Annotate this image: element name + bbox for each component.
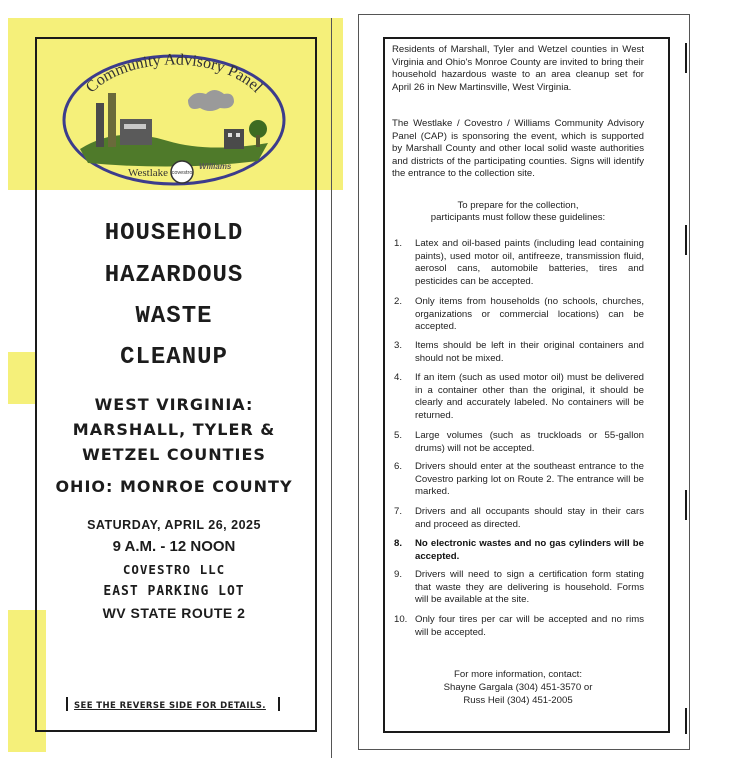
guideline-text: Latex and oil-based paints (including lead containing paints), used motor oil, antifreeze, transmission fluid, aerosol cans, automobile batteries, tires and pesticides can be accepted. bbox=[415, 238, 644, 287]
right-outer-frame-right bbox=[689, 14, 690, 750]
sponsor-paragraph: The Westlake / Covestro / Williams Community Advisory Panel (CAP) is sponsoring the event, which is supported by Marshall County and other local solid waste authorities and districts of the participating counties. Signs will identify the entrance to the collection site. bbox=[392, 118, 644, 179]
right-border-top bbox=[383, 37, 670, 39]
guideline-number: 2. bbox=[394, 296, 403, 307]
plant-tower-2 bbox=[108, 93, 116, 147]
title-line-2: HAZARDOUS bbox=[104, 262, 244, 289]
contact-heading: For more information, contact: bbox=[454, 669, 582, 680]
guideline-5 bbox=[394, 430, 644, 455]
margin-tick-3 bbox=[685, 490, 687, 520]
guideline-number: 7. bbox=[394, 506, 403, 517]
guideline-10 bbox=[394, 614, 644, 639]
wv-counties-2: WETZEL COUNTIES bbox=[82, 445, 266, 464]
title-line-1: HOUSEHOLD bbox=[104, 220, 244, 247]
guideline-number: 1. bbox=[394, 238, 403, 249]
guideline-2 bbox=[394, 296, 644, 334]
guideline-1 bbox=[394, 238, 644, 288]
event-host: COVESTRO LLC bbox=[122, 562, 226, 577]
guideline-number: 9. bbox=[394, 569, 403, 580]
reverse-side-note: SEE THE REVERSE SIDE FOR DETAILS. bbox=[74, 701, 266, 711]
right-outer-frame bbox=[358, 14, 359, 750]
event-time: 9 A.M. - 12 NOON bbox=[112, 538, 236, 555]
prep-line-1: To prepare for the collection, bbox=[457, 200, 579, 211]
guideline-text: Drivers should enter at the southeast entrance to the Covestro parking lot on Route 2. The entrance will be marked. bbox=[415, 461, 644, 497]
highlight-mid bbox=[8, 352, 36, 404]
sponsor-williams-logo: Williams bbox=[199, 162, 232, 171]
margin-tick-1 bbox=[685, 43, 687, 73]
guideline-text: Large volumes (such as truckloads or 55-gallon drums) will not be accepted. bbox=[415, 430, 644, 454]
ohio-county: OHIO: MONROE COUNTY bbox=[55, 477, 293, 496]
sponsor-westlake-logo: Westlake bbox=[128, 167, 169, 179]
right-outer-frame-top bbox=[358, 14, 690, 15]
right-border-left bbox=[383, 37, 385, 733]
guideline-4 bbox=[394, 372, 644, 422]
guideline-7 bbox=[394, 506, 644, 531]
guideline-number: 6. bbox=[394, 461, 403, 472]
guideline-text: Only items from households (no schools, churches, organizations or commercial locations) can be accepted. bbox=[415, 296, 644, 332]
guideline-6 bbox=[394, 461, 644, 499]
contact-shayne: Shayne Gargala (304) 451-3570 or bbox=[443, 682, 593, 693]
guideline-text: Drivers and all occupants should stay in their cars and proceed as directed. bbox=[415, 506, 644, 530]
guideline-number: 10. bbox=[394, 614, 408, 625]
title-line-4: CLEANUP bbox=[120, 344, 228, 371]
title-line-3: WASTE bbox=[135, 303, 213, 330]
left-border-bottom bbox=[35, 730, 317, 732]
guideline-number: 4. bbox=[394, 372, 403, 383]
note-bar-right bbox=[278, 697, 280, 711]
cloud-shape bbox=[188, 90, 234, 111]
house-icon bbox=[224, 129, 244, 149]
left-border-top bbox=[35, 37, 317, 39]
left-border-right bbox=[315, 37, 317, 732]
panel-arc-text: Community Advisory Panel bbox=[82, 51, 266, 97]
guideline-number: 8. bbox=[394, 538, 403, 549]
intro-paragraph: Residents of Marshall, Tyler and Wetzel counties in West Virginia and Ohio's Monroe County are invited to bring their household hazardous waste to an area cleanup set for April 26 in New Martinsville, West Virginia. bbox=[392, 44, 644, 93]
guideline-text: If an item (such as used motor oil) must be delivered in a container other than the original, it should be clearly and accurately labeled. No containers will be returned. bbox=[415, 372, 644, 421]
right-border-right bbox=[668, 37, 670, 733]
contact-russ: Russ Heil (304) 451-2005 bbox=[463, 695, 573, 706]
wv-heading: WEST VIRGINIA: bbox=[94, 395, 254, 414]
guideline-9 bbox=[394, 569, 644, 607]
event-route: WV STATE ROUTE 2 bbox=[102, 605, 246, 621]
right-outer-frame-bottom bbox=[358, 749, 690, 750]
margin-tick-2 bbox=[685, 225, 687, 255]
guideline-3 bbox=[394, 340, 644, 365]
event-date: SATURDAY, APRIL 26, 2025 bbox=[87, 518, 261, 532]
guideline-number: 3. bbox=[394, 340, 403, 351]
guideline-number: 5. bbox=[394, 430, 403, 441]
guideline-text: Only four tires per car will be accepted and no rims will be accepted. bbox=[415, 614, 644, 638]
right-border-bottom bbox=[383, 731, 670, 733]
plant-windows bbox=[124, 124, 146, 129]
prep-line-2: participants must follow these guidelines: bbox=[430, 212, 606, 223]
guideline-text: Items should be left in their original containers and should not be mixed. bbox=[415, 340, 644, 364]
guideline-text: No electronic wastes and no gas cylinders will be accepted. bbox=[415, 538, 644, 562]
wv-counties-1: MARSHALL, TYLER & bbox=[72, 420, 276, 439]
plant-tower-1 bbox=[96, 103, 104, 147]
cap-emblem bbox=[58, 45, 290, 190]
margin-tick-4 bbox=[685, 708, 687, 734]
event-location: EAST PARKING LOT bbox=[103, 584, 245, 599]
plant-building bbox=[120, 119, 152, 145]
note-bar-left bbox=[66, 697, 68, 711]
guideline-8 bbox=[394, 538, 644, 563]
left-border-left bbox=[35, 37, 37, 732]
left-outer-edge bbox=[331, 18, 332, 758]
sponsor-covestro-logo: covestro bbox=[171, 170, 193, 176]
guideline-text: Drivers will need to sign a certification form stating that waste they are delivering is household. Forms will be available at the site. bbox=[415, 569, 644, 605]
